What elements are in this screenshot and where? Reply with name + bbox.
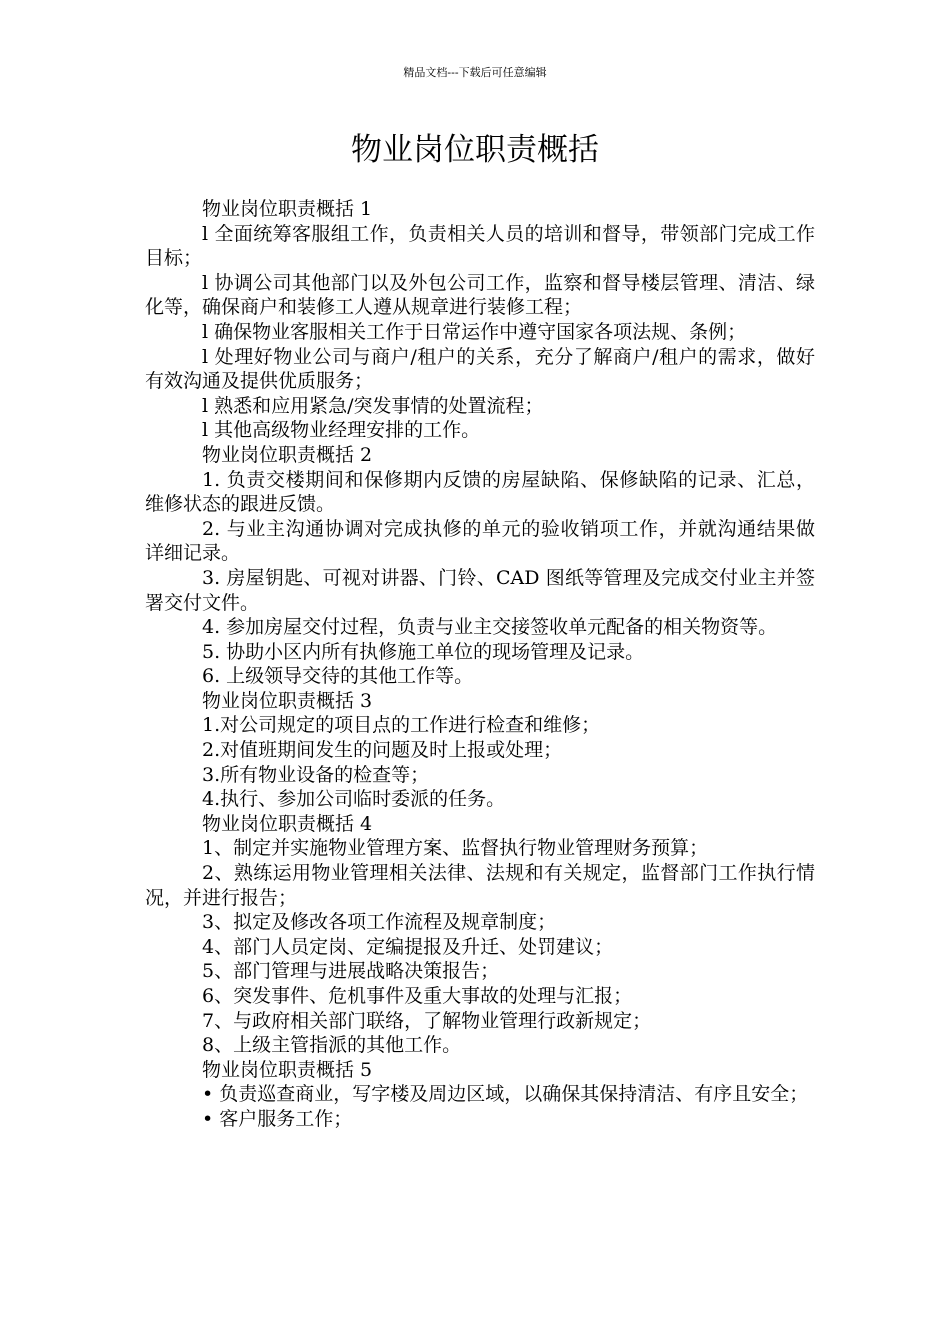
duty-item: 7、与政府相关部门联络，了解物业管理行政新规定；	[202, 1009, 652, 1032]
section-heading: 物业岗位职责概括 4	[202, 812, 373, 835]
duty-item: 5. 协助小区内所有执修施工单位的现场管理及记录。	[202, 640, 645, 663]
duty-item: 3.所有物业设备的检查等；	[202, 763, 430, 786]
duty-item: • 客户服务工作；	[202, 1107, 353, 1130]
section-heading: 物业岗位职责概括 2	[202, 443, 373, 466]
duty-item: l 其他高级物业经理安排的工作。	[202, 419, 481, 442]
duty-item: 3、拟定及修改各项工作流程及规章制度；	[202, 911, 557, 934]
duty-item: 1. 负责交楼期间和保修期内反馈的房屋缺陷、保修缺陷的记录、汇总，维修状态的跟进反馈。	[145, 468, 815, 516]
duty-item: 3. 房屋钥匙、可视对讲器、门铃、CAD 图纸等管理及完成交付业主并签署交付文件。	[145, 566, 815, 614]
duty-item: 4. 参加房屋交付过程，负责与业主交接签收单元配备的相关物资等。	[202, 616, 778, 639]
duty-item: l 熟悉和应用紧急/突发事情的处置流程；	[202, 394, 544, 417]
duty-item: 2.对值班期间发生的问题及时上报或处理；	[202, 739, 563, 762]
duty-item: 2、熟练运用物业管理相关法律、法规和有关规定，监督部门工作执行情况，并进行报告；	[145, 862, 815, 909]
duty-item: 4、部门人员定岗、定编提报及升迁、处罚建议；	[202, 935, 614, 958]
duty-item: 2. 与业主沟通协调对完成执修的单元的验收销项工作，并就沟通结果做详细记录。	[145, 517, 815, 565]
duty-item: l 协调公司其他部门以及外包公司工作，监察和督导楼层管理、清洁、绿化等，确保商户和装修工人遵从规章进行装修工程；	[145, 271, 815, 319]
duty-item: 6. 上级领导交待的其他工作等。	[202, 665, 474, 688]
duty-item: 6、突发事件、危机事件及重大事故的处理与汇报；	[202, 985, 633, 1007]
section-heading: 物业岗位职责概括 3	[202, 689, 373, 712]
duty-item: l 全面统筹客服组工作，负责相关人员的培训和督导，带领部门完成工作目标；	[145, 222, 815, 270]
duty-item: l 确保物业客服相关工作于日常运作中遵守国家各项法规、条例；	[202, 320, 747, 343]
duty-item: 1、制定并实施物业管理方案、监督执行物业管理财务预算；	[202, 837, 709, 860]
document-body	[145, 197, 815, 1132]
duty-item: 1.对公司规定的项目点的工作进行检查和维修；	[202, 714, 601, 737]
duty-item: 8、上级主管指派的其他工作。	[202, 1034, 462, 1057]
duty-item: • 负责巡查商业，写字楼及周边区域，以确保其保持清洁、有序且安全；	[202, 1083, 809, 1106]
duty-item: 5、部门管理与进展战略决策报告；	[202, 960, 500, 983]
header-note: 精品文档---下载后可任意编辑	[403, 66, 547, 79]
duty-item: 4.执行、参加公司临时委派的任务。	[202, 788, 506, 811]
duty-item: l 处理好物业公司与商户/租户的关系，充分了解商户/租户的需求，做好有效沟通及提供优质服务；	[145, 345, 815, 393]
document-title: 物业岗位职责概括	[351, 132, 599, 168]
section-heading: 物业岗位职责概括 1	[202, 198, 373, 220]
section-heading: 物业岗位职责概括 5	[202, 1058, 373, 1081]
